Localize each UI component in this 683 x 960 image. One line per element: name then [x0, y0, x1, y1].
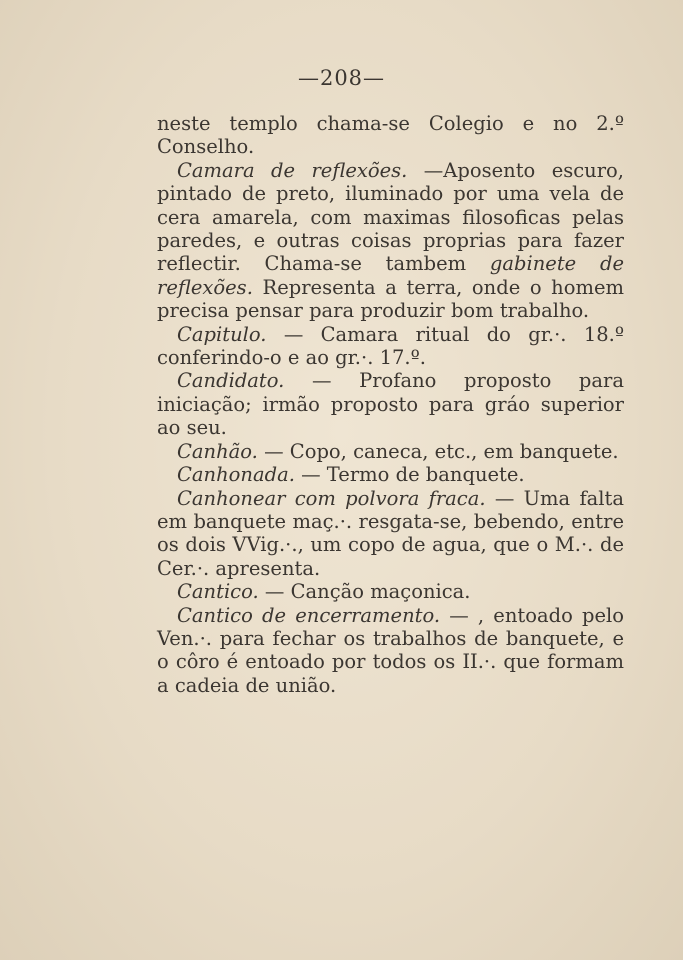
entry-term: Cantico de encerramento.	[177, 603, 441, 627]
page-number: —208—	[297, 66, 386, 90]
entry-term: Canhonada.	[177, 463, 295, 487]
entry-text: — , entoado pelo Ven.·. para fechar os trabalhos de banquete, e o côro é entoado por todos os II.·. que formam a cadeia de união.	[157, 603, 625, 697]
entry-term: Capitulo.	[177, 322, 267, 346]
entry-canhonada	[157, 463, 624, 486]
entry-term: Cantico.	[177, 580, 259, 604]
entry-text: — Canção maçonica.	[258, 580, 471, 604]
entry-text: —Aposento escuro, pintado de preto, iluminado por uma vela de cera amarela, com maximas filosoficas pelas paredes, e outras coisas proprias para fazer reflectir. Chama-se tambem	[157, 158, 624, 276]
entry-continuation	[157, 112, 624, 159]
entry-cantico-de-encerramento	[157, 604, 624, 698]
entry-text: — Copo, caneca, etc., em banquete.	[257, 439, 619, 463]
entry-canhao	[157, 440, 624, 463]
entry-text: — Profano proposto para iniciação; irmão proposto para gráo superior ao seu.	[157, 369, 624, 440]
entry-camara-de-reflexoes	[157, 159, 624, 323]
dictionary-text	[157, 112, 624, 697]
entry-term: Candidato.	[177, 369, 285, 393]
entry-text: — Termo de banquete.	[294, 463, 525, 487]
entry-text: neste templo chama-se Colegio e no 2.º Conselho.	[157, 112, 624, 159]
entry-canhonear	[157, 487, 624, 581]
entry-cantico	[157, 580, 624, 603]
entry-term: Camara de reflexões.	[177, 158, 408, 182]
entry-text-cont: Representa a terra, onde o homem precisa pensar para produzir bom trabalho.	[157, 275, 624, 323]
entry-text: — Uma falta em banquete maç.·. resgata-se, bebendo, entre os dois VVig.·., um copo de agua, que o M.·. de Cer.·. apresenta.	[157, 486, 625, 580]
entry-candidato	[157, 369, 624, 439]
entry-term-alt: gabinete de reflexões.	[157, 252, 624, 299]
entry-term: Canhão.	[177, 439, 258, 463]
entry-term: Canhonear com polvora fraca.	[177, 486, 486, 510]
entry-capitulo	[157, 323, 624, 370]
entry-text: — Camara ritual do gr.·. 18.º conferindo-o e ao gr.·. 17.º.	[157, 322, 624, 370]
